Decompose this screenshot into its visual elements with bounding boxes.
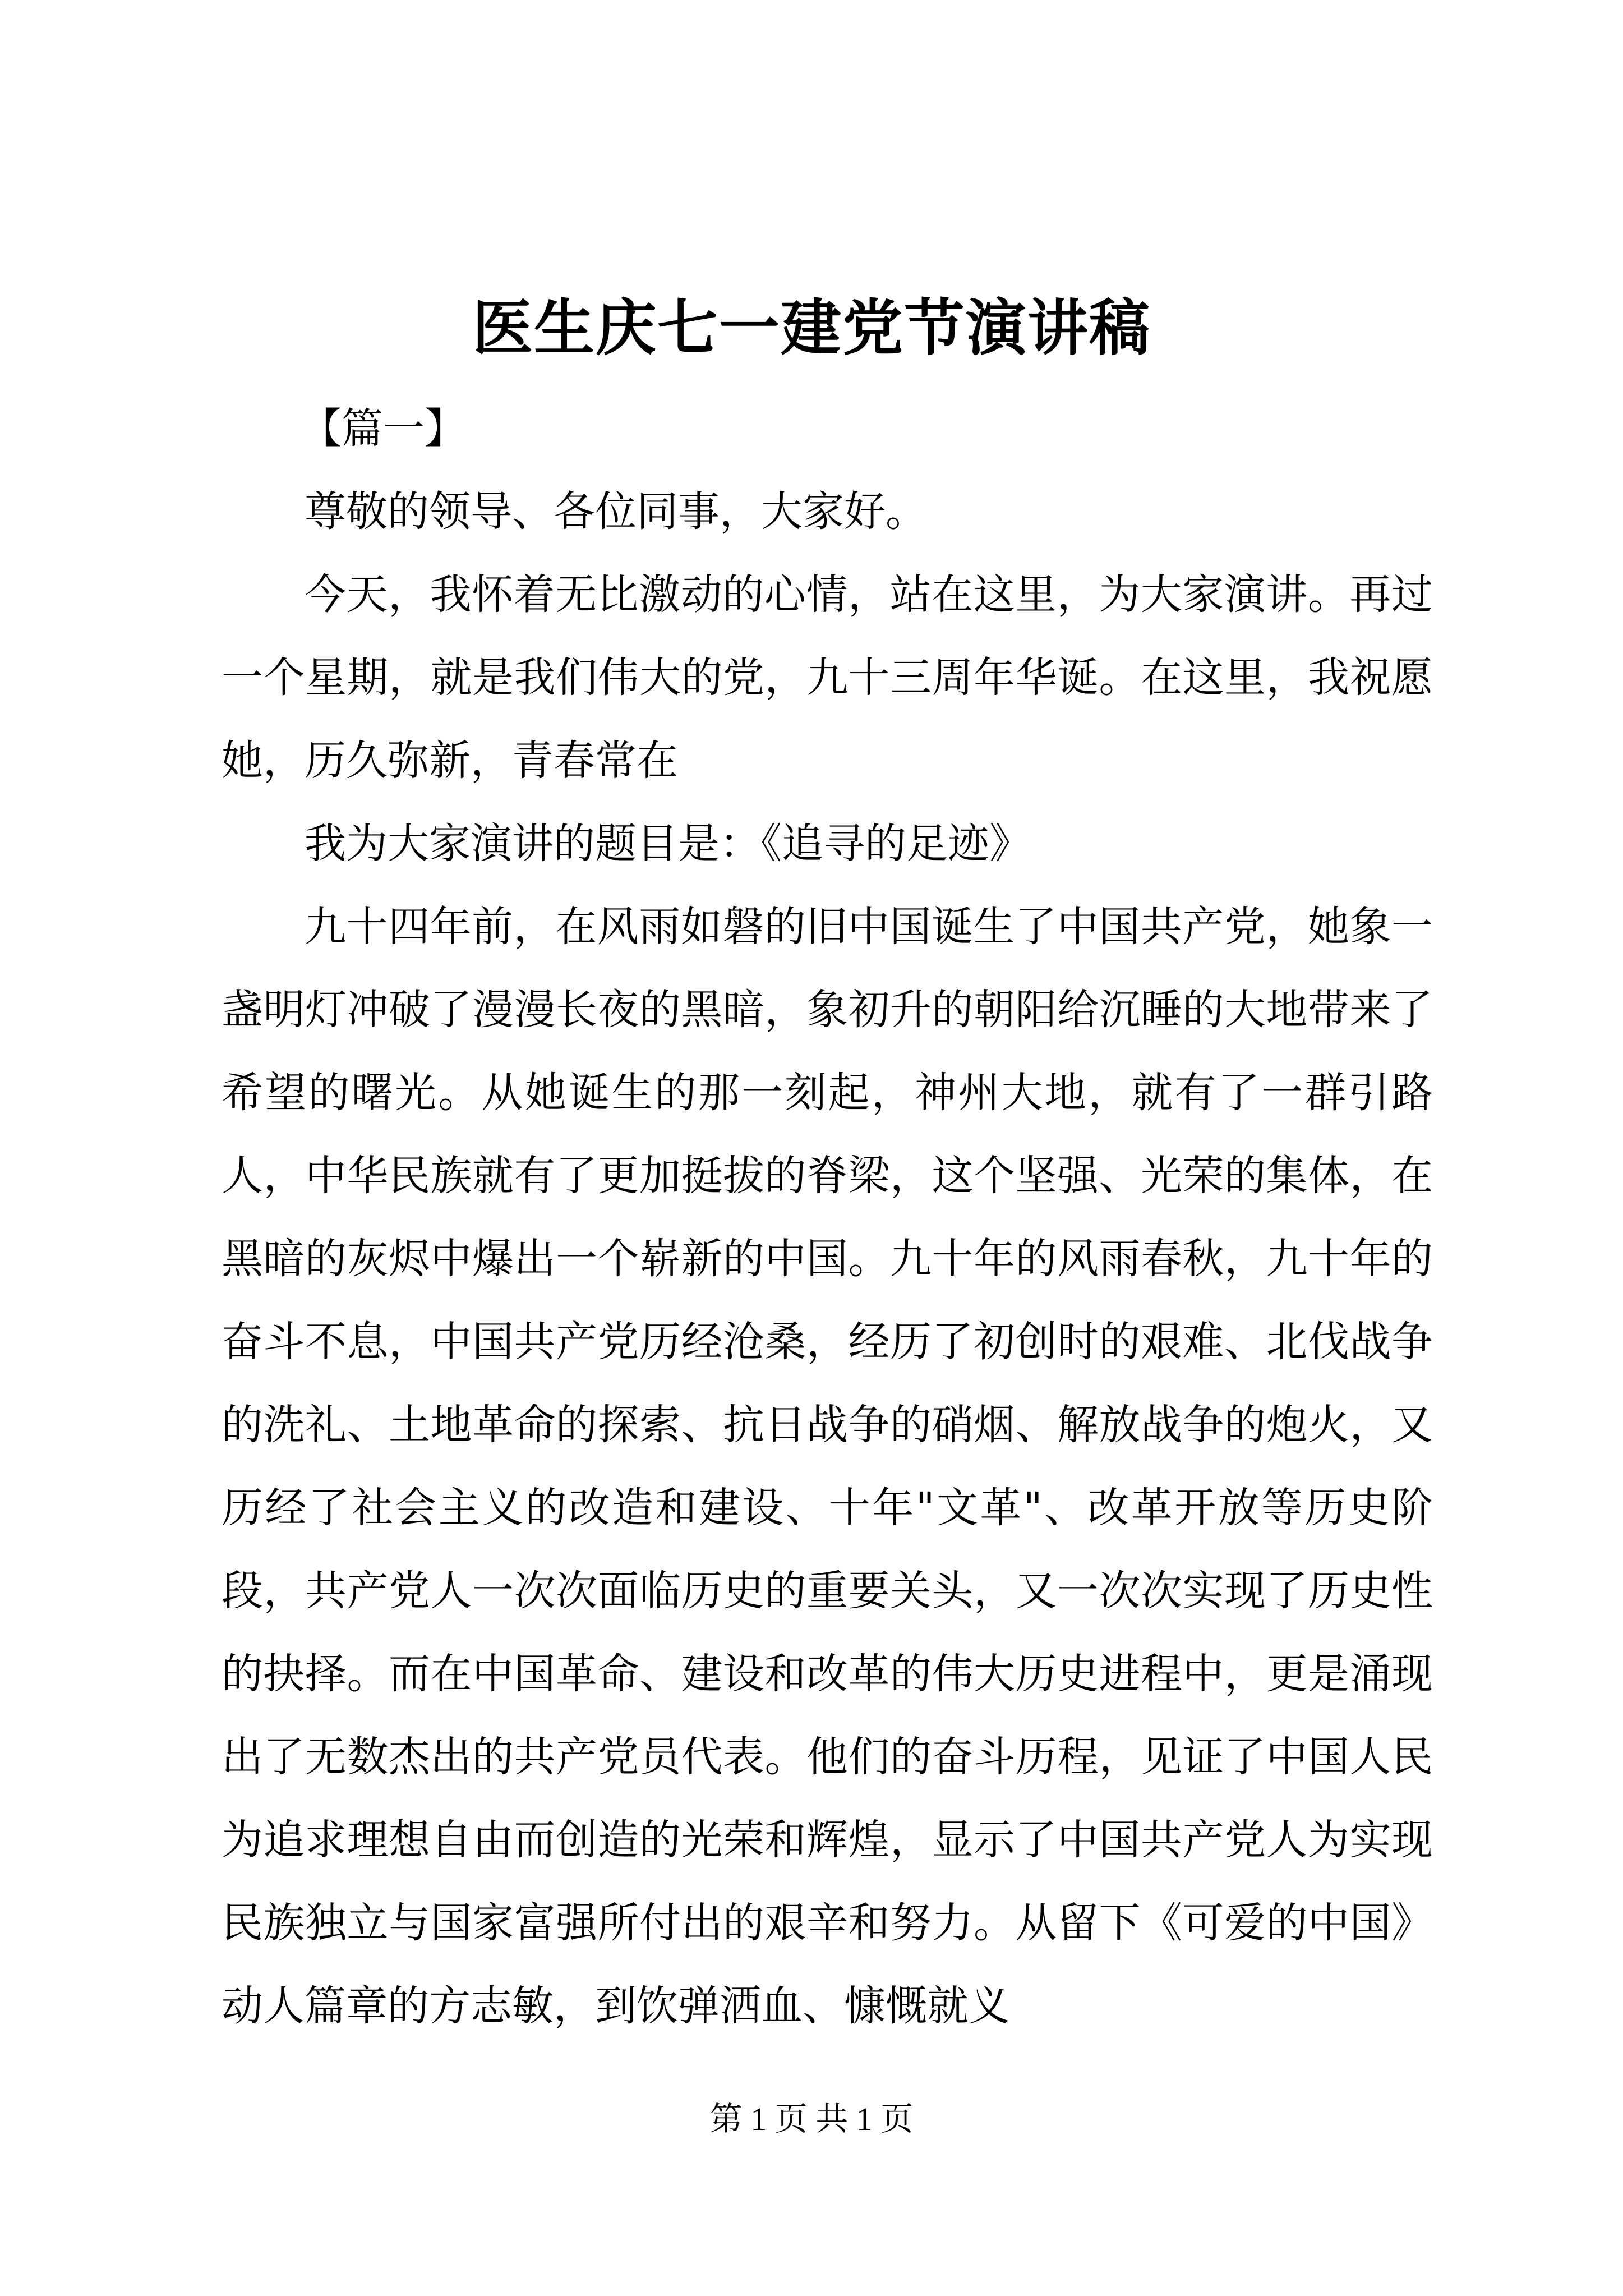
page-footer: 第 1 页 共 1 页 xyxy=(709,2101,914,2137)
document-title: 医生庆七一建党节演讲稿 xyxy=(472,293,1151,364)
paragraph-topic: 我为大家演讲的题目是：《追寻的足迹》 xyxy=(305,820,1031,868)
paragraph-greeting: 尊敬的领导、各位同事，大家好。 xyxy=(305,487,927,536)
paragraph-history: 九十四年前，在风雨如磐的旧中国诞生了中国共产党，她象一盏明灯冲破了漫漫长夜的黑暗，象初升的朝阳给沉睡的大地带来了希望的曙光。从她诞生的那一刻起，神州大地，就有了一群引路人，中华民族就有了更加挺拔的脊梁，这个坚强、光荣的集体，在黑暗的灰烬中爆出一个崭新的中国。九十年的风雨春秋，九十年的奋斗不息，中国共产党历经沧桑，经历了初创时的艰难、北伐战争的洗礼、土地革命的探索、抗日战争的硝烟、解放战争的炮火，又历经了社会主义的改造和建设、十年"文革"、改革开放等历史阶段，共产党人一次次面临历史的重要关头，又一次次实现了历史性的抉择。而在中国革命、建设和改革的伟大历史进程中，更是涌现出了无数杰出的共产党员代表。他们的奋斗历程，见证了中国人民为追求理想自由而创造的光荣和辉煌，显示了中国共产党人为实现民族独立与国家富强所付出的艰辛和努力。从留下《可爱的中国》动人篇章的方志敏，到饮弹洒血、慷慨就义 xyxy=(222,903,1433,2030)
section-label: 【篇一】 xyxy=(300,404,466,453)
document-body xyxy=(222,387,1433,2047)
paragraph-intro: 今天，我怀着无比激动的心情，站在这里，为大家演讲。再过一个星期，就是我们伟大的党，九十三周年华诞。在这里，我祝愿她，历久弥新，青春常在 xyxy=(222,570,1433,785)
